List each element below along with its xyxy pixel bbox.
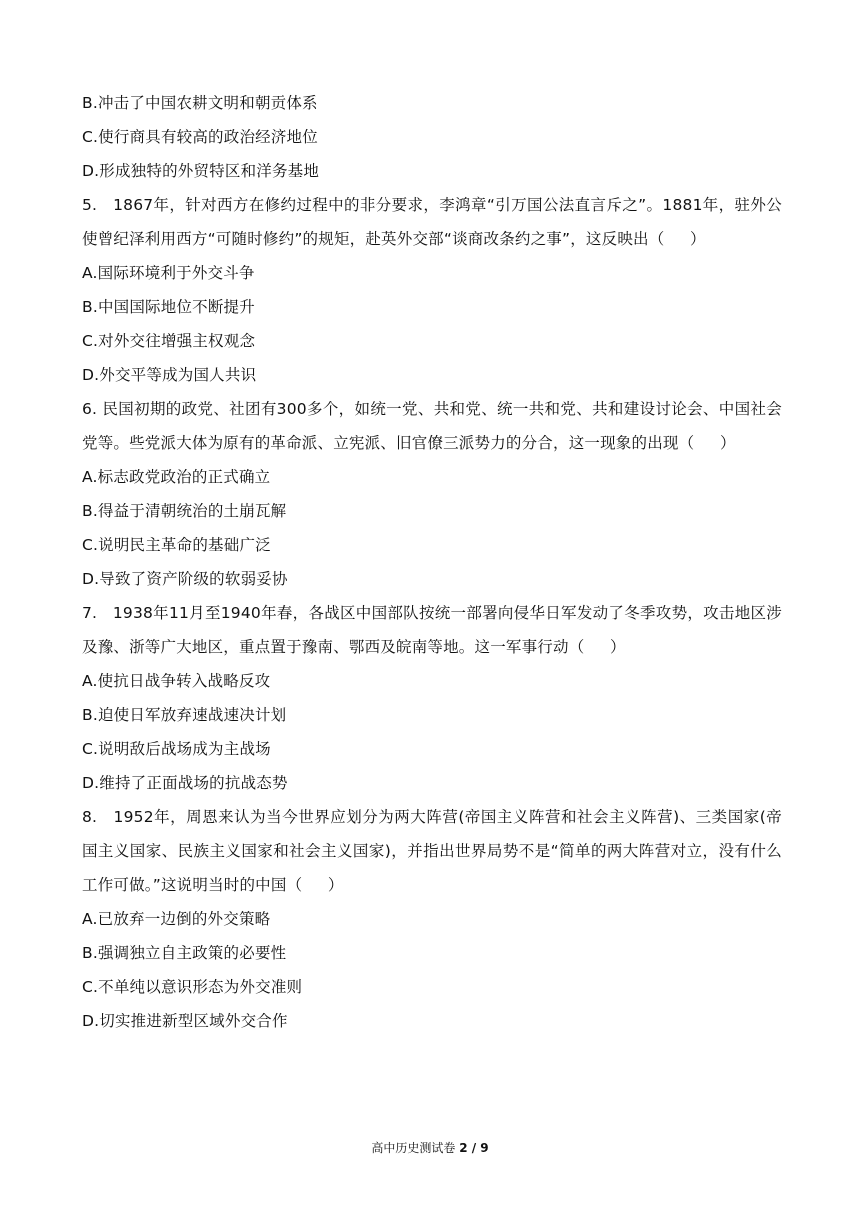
question-6-option-b: B.得益于清朝统治的土崩瓦解 (82, 502, 287, 520)
question-8 (82, 800, 782, 1038)
question-8-option-c: C.不单纯以意识形态为外交准则 (82, 978, 303, 996)
question-6-stem: 6. 民国初期的政党、社团有300多个，如统一党、共和党、统一共和党、共和建设讨论会、中国社会党等。些党派大体为原有的革命派、立宪派、旧官僚三派势力的分合，这一现象的出现（ ） (82, 400, 782, 452)
question-6-option-c: C.说明民主革命的基础广泛 (82, 536, 271, 554)
question-7 (82, 596, 782, 800)
question-7-option-a: A.使抗日战争转入战略反攻 (82, 672, 271, 690)
page-content (82, 86, 782, 1038)
footer-title: 高中历史测试卷 (371, 1141, 456, 1155)
option-c-previous-question: C.使行商具有较高的政治经济地位 (82, 128, 318, 146)
option-d-previous-question: D.形成独特的外贸特区和洋务基地 (82, 162, 320, 180)
question-7-option-c: C.说明敌后战场成为主战场 (82, 740, 271, 758)
question-6-option-a: A.标志政党政治的正式确立 (82, 468, 271, 486)
question-7-stem: 7. 1938年11月至1940年春，各战区中国部队按统一部署向侵华日军发动了冬季攻势，攻击地区涉及豫、浙等广大地区，重点置于豫南、鄂西及皖南等地。这一军事行动（ ） (82, 604, 782, 656)
question-5 (82, 188, 782, 392)
question-5-option-d: D.外交平等成为国人共识 (82, 366, 257, 384)
question-6-option-d: D.导致了资产阶级的软弱妥协 (82, 570, 288, 588)
question-7-option-b: B.迫使日军放弃速战速决计划 (82, 706, 287, 724)
footer-page-number: 2 / 9 (459, 1141, 489, 1155)
question-8-option-b: B.强调独立自主政策的必要性 (82, 944, 287, 962)
question-8-option-d: D.切实推进新型区域外交合作 (82, 1012, 288, 1030)
question-7-option-d: D.维持了正面战场的抗战态势 (82, 774, 288, 792)
question-5-option-b: B.中国国际地位不断提升 (82, 298, 255, 316)
page-footer (0, 1140, 860, 1156)
question-5-stem: 5. 1867年，针对西方在修约过程中的非分要求，李鸿章“引万国公法直言斥之”。1881年，驻外公使曾纪泽利用西方“可随时修约”的规矩，赴英外交部“谈商改条约之事”，这反映出（ ） (82, 196, 782, 248)
question-8-option-a: A.已放弃一边倒的外交策略 (82, 910, 271, 928)
question-5-option-c: C.对外交往增强主权观念 (82, 332, 256, 350)
option-b-previous-question: B.冲击了中国农耕文明和朝贡体系 (82, 94, 318, 112)
question-8-stem: 8. 1952年，周恩来认为当今世界应划分为两大阵营(帝国主义阵营和社会主义阵营)、三类国家(帝国主义国家、民族主义国家和社会主义国家)，并指出世界局势不是“简单的两大阵营对立，没有什么工作可做。”这说明当时的中国（ ） (82, 808, 782, 894)
question-6 (82, 392, 782, 596)
question-5-option-a: A.国际环境利于外交斗争 (82, 264, 255, 282)
